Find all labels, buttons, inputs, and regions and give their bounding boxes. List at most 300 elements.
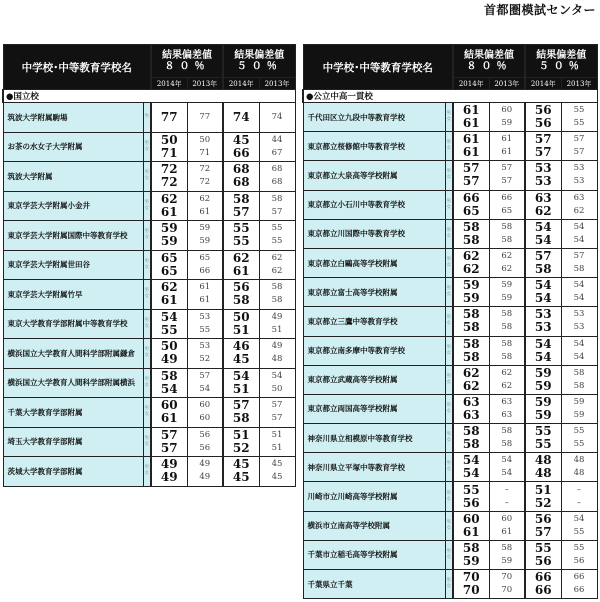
- gender-marker: 男: [446, 373, 451, 379]
- school-name: 横浜国立大学教育人間科学部附属横浜: [3, 368, 143, 398]
- rate-80-2013-cell: [187, 132, 223, 162]
- gender-marker: 女: [446, 496, 451, 502]
- rate-80-2013-cell: [187, 398, 223, 428]
- gender-markers: [143, 368, 151, 398]
- value: 56: [199, 442, 211, 453]
- table-row: [303, 424, 597, 453]
- table-row: [3, 162, 295, 192]
- value: 51: [534, 482, 552, 497]
- rate-80-2013-cell: [187, 162, 223, 192]
- rate-80-2014-cell: [151, 221, 187, 251]
- gender-marker: 男: [144, 170, 149, 176]
- gender-markers: [445, 511, 453, 540]
- table-row: [3, 457, 295, 487]
- value: 57: [232, 398, 250, 413]
- school-name: 東京学芸大学附属小金井: [3, 191, 143, 221]
- school-name: 茨城大学教育学部附属: [3, 457, 143, 487]
- rate-50-2014-cell: [525, 453, 561, 482]
- value: 48: [573, 455, 585, 466]
- rate-50-header: [525, 45, 597, 78]
- value: 58: [232, 411, 250, 426]
- value: 44: [271, 134, 283, 145]
- value: 58: [462, 424, 480, 439]
- rate-50-2013-cell: [561, 307, 597, 336]
- rate-80-2013-cell: [187, 250, 223, 280]
- table-row: [3, 427, 295, 457]
- value: 58: [462, 232, 480, 247]
- gender-marker: 女: [446, 146, 451, 152]
- value: 60: [160, 398, 178, 413]
- gender-marker: 男: [446, 519, 451, 525]
- rate-50-2013-cell: [561, 424, 597, 453]
- rate-50-2014-cell: [223, 309, 259, 339]
- rate-80-2014-cell: [453, 190, 489, 219]
- value: 58: [232, 191, 250, 206]
- gender-marker: 女: [446, 584, 451, 590]
- rate-50-2013-cell: [259, 427, 295, 457]
- rate-50-2014-cell: [525, 424, 561, 453]
- value: 51: [232, 427, 250, 442]
- value: 55: [232, 234, 250, 249]
- value: 58: [271, 193, 283, 204]
- rate-80-2013-cell: [187, 457, 223, 487]
- table-row: [303, 394, 597, 423]
- gender-marker: 男: [144, 317, 149, 323]
- value: 62: [160, 280, 178, 295]
- table-row: [303, 511, 597, 540]
- rate-50-2014-cell: [525, 132, 561, 161]
- value: 61: [199, 206, 211, 217]
- rate-50-2014-cell: [525, 219, 561, 248]
- rate-80-2013-cell: [489, 190, 525, 219]
- value: 48: [534, 466, 552, 481]
- value: 53: [199, 311, 211, 322]
- value: –: [504, 484, 509, 495]
- rate-80-2014-cell: [151, 309, 187, 339]
- value: 60: [501, 105, 513, 116]
- table-row: [303, 540, 597, 569]
- value: 54: [160, 381, 178, 396]
- value: 62: [462, 249, 480, 264]
- value: 71: [199, 147, 211, 158]
- gender-marker: 男: [144, 376, 149, 382]
- gender-marker: 女: [144, 323, 149, 329]
- gender-marker: 男: [446, 578, 451, 584]
- school-name: 東京学芸大学附属竹早: [3, 280, 143, 310]
- value: 57: [199, 370, 211, 381]
- value: 59: [501, 293, 513, 304]
- school-name: 東京都立桜修館中等教育学校: [303, 132, 445, 161]
- value: 58: [501, 234, 513, 245]
- gender-markers: [445, 219, 453, 248]
- rate-50-2013-cell: [259, 250, 295, 280]
- value: –: [576, 484, 582, 495]
- value: 57: [573, 134, 585, 145]
- gender-marker: 女: [446, 204, 451, 210]
- rate-80-2014-cell: [151, 398, 187, 428]
- rate-80-2014-cell: [453, 570, 489, 599]
- rate-50-2014-cell: [525, 482, 561, 511]
- rate-80-2013-cell: [489, 570, 525, 599]
- rate-50-2014-cell: [223, 221, 259, 251]
- school-name: 千葉大学教育学部附属: [3, 398, 143, 428]
- value: 53: [573, 176, 585, 187]
- value: 61: [160, 293, 178, 308]
- value: 61: [199, 282, 211, 293]
- gender-marker: 男: [144, 435, 149, 441]
- value: 54: [534, 219, 552, 234]
- gender-marker: 男: [446, 315, 451, 321]
- gender-markers: [143, 427, 151, 457]
- value: 62: [501, 264, 513, 275]
- value: 54: [573, 234, 585, 245]
- rate-50-2013-cell: [259, 339, 295, 369]
- value: 58: [573, 264, 585, 275]
- rate-50-2013-cell: [561, 482, 597, 511]
- table-row: [3, 221, 295, 251]
- category-label: ●国立校: [3, 90, 295, 103]
- gender-marker: 女: [144, 412, 149, 418]
- value: 62: [501, 367, 513, 378]
- gender-marker: 男: [446, 461, 451, 467]
- rate-50-2013-cell: [259, 368, 295, 398]
- gender-marker: 男: [446, 140, 451, 146]
- gender-markers: [445, 570, 453, 599]
- value: 54: [573, 221, 585, 232]
- value: 56: [573, 555, 585, 566]
- value: 55: [573, 426, 585, 437]
- rate-80-2014-cell: [453, 511, 489, 540]
- table-row: [303, 570, 597, 599]
- value: 49: [271, 341, 283, 352]
- value: 49: [271, 311, 283, 322]
- value: 77: [199, 111, 211, 122]
- value: 53: [534, 174, 552, 189]
- value: 45: [271, 472, 283, 483]
- rate-80-2013-cell: [187, 309, 223, 339]
- value: 46: [232, 339, 250, 354]
- value: 50: [160, 132, 178, 147]
- gender-marker: 男: [144, 140, 149, 146]
- gender-marker: 女: [446, 467, 451, 473]
- rate-80-2014-cell: [151, 103, 187, 133]
- table-row: [303, 307, 597, 336]
- rate-50-header: [223, 45, 295, 78]
- year-2014-header: 2014年: [453, 78, 489, 90]
- table-row: [303, 336, 597, 365]
- rate-50-2013-cell: [259, 191, 295, 221]
- rate-50-2014-cell: [525, 248, 561, 277]
- value: 58: [501, 542, 513, 553]
- rate-80-2013-cell: [187, 191, 223, 221]
- table-row: [3, 132, 295, 162]
- rate-80-2014-cell: [453, 453, 489, 482]
- value: 58: [501, 351, 513, 362]
- value: 61: [199, 295, 211, 306]
- school-name: 東京都立南多摩中等教育学校: [303, 336, 445, 365]
- school-name: 東京都立白鷗高等学校附属: [303, 248, 445, 277]
- gender-markers: [445, 365, 453, 394]
- rate-50-2014-cell: [525, 103, 561, 132]
- value: 65: [199, 252, 211, 263]
- value: 60: [199, 400, 211, 411]
- rate-80-2014-cell: [151, 339, 187, 369]
- rate-50-2013-cell: [561, 453, 597, 482]
- value: 59: [534, 394, 552, 409]
- gender-markers: [445, 453, 453, 482]
- value: 61: [501, 147, 513, 158]
- value: 66: [199, 265, 211, 276]
- value: 60: [199, 413, 211, 424]
- table-row: [3, 339, 295, 369]
- value: 72: [199, 177, 211, 188]
- school-name: 筑波大学附属: [3, 162, 143, 192]
- value: 45: [232, 470, 250, 485]
- value: 58: [573, 380, 585, 391]
- school-name: 横浜国立大学教育人間科学部附属鎌倉: [3, 339, 143, 369]
- value: 55: [199, 324, 211, 335]
- value: 68: [271, 164, 283, 175]
- year-2013-header: 2013年: [561, 78, 597, 90]
- value: 61: [462, 145, 480, 160]
- gender-marker: 男: [144, 199, 149, 205]
- value: 59: [160, 234, 178, 249]
- value: 57: [271, 400, 283, 411]
- year-2013-header: 2013年: [259, 78, 295, 90]
- value: 61: [160, 411, 178, 426]
- value: 61: [160, 204, 178, 219]
- rate-80-2013-cell: [187, 368, 223, 398]
- value: 55: [573, 439, 585, 450]
- rate-50-2014-cell: [223, 368, 259, 398]
- gender-marker: 女: [446, 350, 451, 356]
- rate-50-2014-cell: [525, 540, 561, 569]
- rate-50-2014-cell: [525, 336, 561, 365]
- value: 66: [573, 572, 585, 583]
- value: 59: [199, 236, 211, 247]
- value: 57: [232, 204, 250, 219]
- value: 59: [501, 118, 513, 129]
- value: 66: [573, 585, 585, 596]
- value: 52: [534, 495, 552, 510]
- gender-marker: 女: [144, 176, 149, 182]
- gender-marker: 女: [144, 353, 149, 359]
- school-name: 東京都立大泉高等学校附属: [303, 161, 445, 190]
- value: 51: [232, 381, 250, 396]
- value: 58: [501, 426, 513, 437]
- value: 59: [573, 396, 585, 407]
- value: 59: [534, 378, 552, 393]
- value: 62: [573, 205, 585, 216]
- national-schools-table: [2, 44, 294, 487]
- rate-50-2013-cell: [259, 280, 295, 310]
- value: 53: [199, 341, 211, 352]
- gender-marker: 男: [144, 114, 149, 120]
- value: 49: [160, 457, 178, 472]
- value: 61: [501, 134, 513, 145]
- value: 55: [462, 482, 480, 497]
- value: 57: [501, 163, 513, 174]
- rate-80-percent: ８０％: [466, 61, 512, 72]
- value: 68: [232, 162, 250, 177]
- value: 53: [573, 163, 585, 174]
- value: 53: [573, 309, 585, 320]
- gender-markers: [445, 278, 453, 307]
- gender-markers: [143, 103, 151, 133]
- school-name: 東京学芸大学附属世田谷: [3, 250, 143, 280]
- table-row: [3, 191, 295, 221]
- rate-80-2014-cell: [453, 248, 489, 277]
- value: 58: [271, 295, 283, 306]
- gender-marker: 女: [446, 525, 451, 531]
- rate-50-label: 結果偏差値: [536, 50, 587, 61]
- rate-50-2013-cell: [561, 570, 597, 599]
- value: 62: [501, 251, 513, 262]
- value: 58: [462, 349, 480, 364]
- rate-80-2013-cell: [489, 161, 525, 190]
- gender-markers: [143, 250, 151, 280]
- value: 53: [573, 322, 585, 333]
- value: 58: [462, 540, 480, 555]
- value: 58: [160, 368, 178, 383]
- value: 59: [534, 407, 552, 422]
- rate-50-percent: ５０％: [236, 61, 282, 72]
- gender-markers: [143, 280, 151, 310]
- rate-80-label: 結果偏差値: [162, 50, 212, 61]
- gender-markers: [143, 339, 151, 369]
- rate-80-2014-cell: [453, 219, 489, 248]
- value: 58: [501, 439, 513, 450]
- table-row: [303, 132, 597, 161]
- value: 53: [534, 161, 552, 176]
- rate-80-2014-cell: [151, 427, 187, 457]
- value: 70: [462, 570, 480, 585]
- rate-80-2014-cell: [453, 132, 489, 161]
- table-row: [303, 365, 597, 394]
- value: 58: [462, 219, 480, 234]
- rate-80-header: [453, 45, 525, 78]
- rate-50-2014-cell: [223, 132, 259, 162]
- school-name: 横浜市立南高等学校附属: [303, 511, 445, 540]
- value: 54: [573, 513, 585, 524]
- school-name: 埼玉大学教育学部附属: [3, 427, 143, 457]
- rate-80-2014-cell: [151, 132, 187, 162]
- rate-80-2013-cell: [489, 336, 525, 365]
- value: 45: [271, 459, 283, 470]
- rate-50-2013-cell: [561, 132, 597, 161]
- value: 50: [199, 134, 211, 145]
- value: –: [504, 497, 509, 508]
- rate-80-2013-cell: [187, 221, 223, 251]
- gender-marker: 女: [144, 146, 149, 152]
- rate-50-2014-cell: [525, 511, 561, 540]
- value: 54: [534, 349, 552, 364]
- rate-50-2013-cell: [561, 103, 597, 132]
- value: 57: [462, 161, 480, 176]
- rate-50-2014-cell: [525, 365, 561, 394]
- value: 63: [534, 190, 552, 205]
- gender-marker: 男: [446, 432, 451, 438]
- gender-marker: 男: [144, 288, 149, 294]
- gender-marker: 男: [446, 111, 451, 117]
- gender-marker: 男: [446, 286, 451, 292]
- value: 70: [462, 583, 480, 598]
- left-table: [2, 44, 296, 487]
- value: 54: [573, 338, 585, 349]
- value: 70: [501, 572, 513, 583]
- value: 61: [462, 524, 480, 539]
- rate-80-2014-cell: [453, 278, 489, 307]
- rate-50-2014-cell: [223, 191, 259, 221]
- rate-80-2014-cell: [453, 161, 489, 190]
- gender-marker: 女: [144, 471, 149, 477]
- gender-markers: [445, 307, 453, 336]
- value: 72: [160, 162, 178, 177]
- gender-marker: 男: [144, 465, 149, 471]
- year-2014-header: 2014年: [151, 78, 187, 90]
- value: 71: [160, 145, 178, 160]
- rate-80-2014-cell: [453, 365, 489, 394]
- rate-80-2013-cell: [489, 453, 525, 482]
- gender-markers: [445, 482, 453, 511]
- value: 54: [199, 383, 211, 394]
- value: 56: [534, 553, 552, 568]
- gender-marker: 女: [446, 554, 451, 560]
- gender-marker: 女: [446, 321, 451, 327]
- value: 58: [501, 309, 513, 320]
- value: 58: [462, 437, 480, 452]
- rate-50-2013-cell: [561, 540, 597, 569]
- source-label: 首都圏模試センター: [483, 3, 596, 17]
- value: 54: [534, 291, 552, 306]
- rate-50-2013-cell: [259, 309, 295, 339]
- gender-marker: 女: [446, 408, 451, 414]
- rate-50-2014-cell: [223, 457, 259, 487]
- rate-80-2014-cell: [453, 482, 489, 511]
- value: 51: [271, 442, 283, 453]
- value: 59: [462, 291, 480, 306]
- rate-50-2013-cell: [561, 190, 597, 219]
- value: 62: [199, 193, 211, 204]
- value: 59: [501, 280, 513, 291]
- value: 56: [232, 280, 250, 295]
- gender-markers: [143, 191, 151, 221]
- gender-marker: 男: [144, 406, 149, 412]
- value: 62: [534, 203, 552, 218]
- rate-50-2014-cell: [223, 280, 259, 310]
- rate-80-2014-cell: [453, 307, 489, 336]
- value: 57: [160, 440, 178, 455]
- value: 52: [199, 354, 211, 365]
- year-2014-header: 2014年: [223, 78, 259, 90]
- rate-50-2013-cell: [561, 161, 597, 190]
- value: 55: [573, 118, 585, 129]
- rate-50-label: 結果偏差値: [234, 50, 285, 61]
- rate-50-2014-cell: [223, 427, 259, 457]
- value: 55: [573, 526, 585, 537]
- gender-markers: [445, 394, 453, 423]
- gender-marker: 男: [446, 227, 451, 233]
- value: 50: [160, 339, 178, 354]
- value: 63: [462, 407, 480, 422]
- rate-50-2014-cell: [223, 339, 259, 369]
- value: 66: [534, 570, 552, 585]
- table-row: [3, 368, 295, 398]
- value: 57: [534, 132, 552, 147]
- rate-80-2013-cell: [489, 365, 525, 394]
- value: 51: [232, 322, 250, 337]
- rate-50-2013-cell: [561, 336, 597, 365]
